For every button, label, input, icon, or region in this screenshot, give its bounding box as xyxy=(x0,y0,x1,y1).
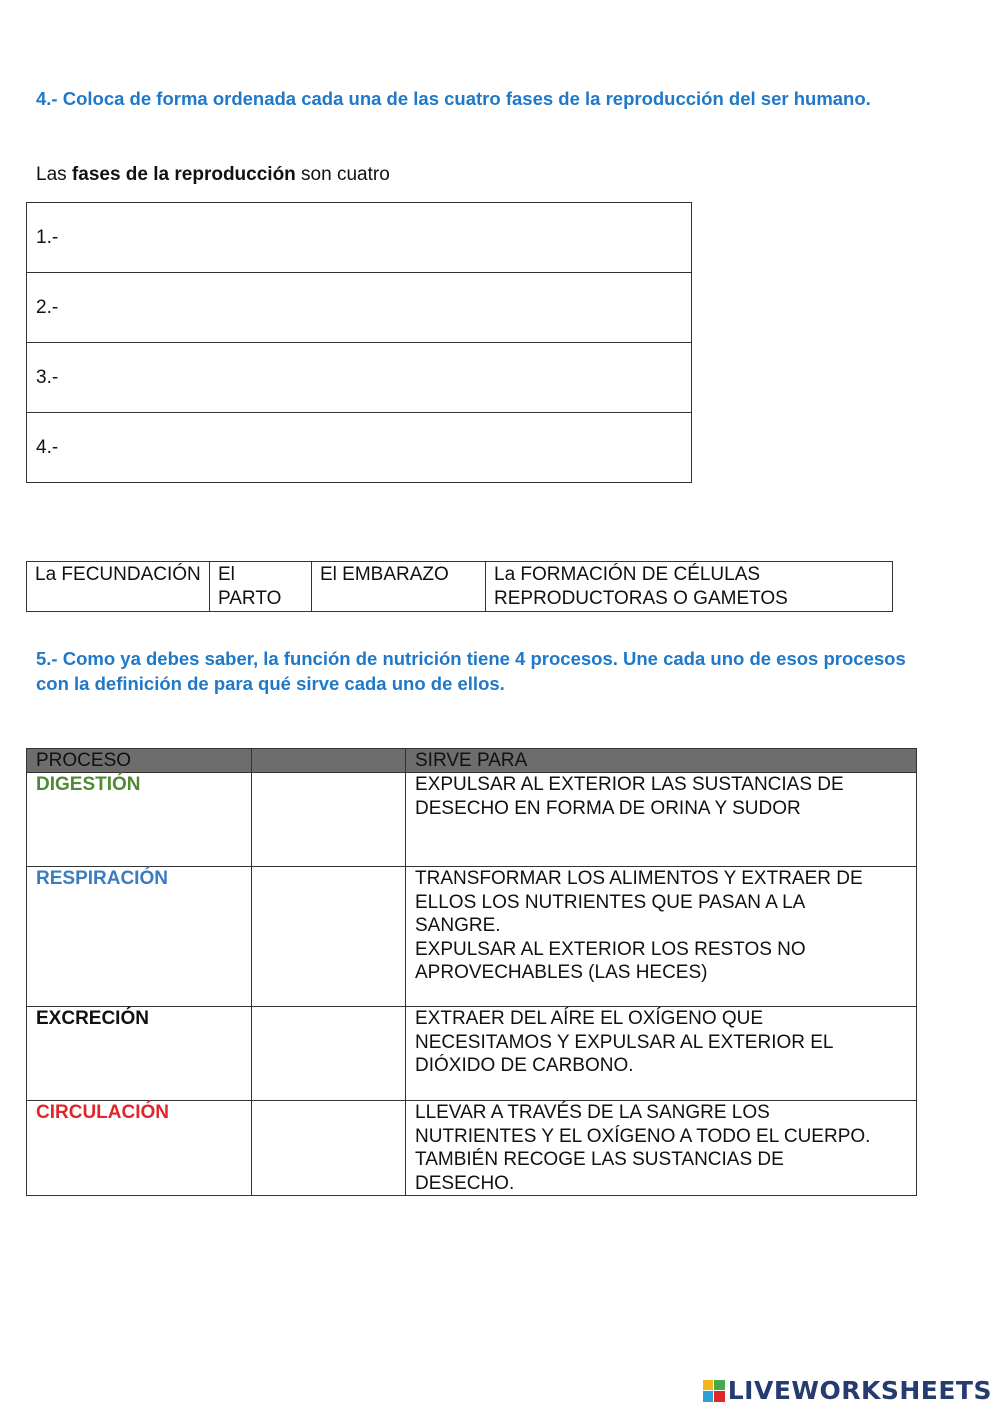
phase-slot-row xyxy=(27,203,692,273)
phase-slot-4[interactable]: 4.- xyxy=(27,413,692,483)
purpose-line: EXPULSAR AL EXTERIOR LAS SUSTANCIAS DE xyxy=(415,774,844,795)
table-row xyxy=(27,773,917,867)
intro-prefix: Las xyxy=(36,164,72,185)
intro-suffix: son cuatro xyxy=(295,164,390,185)
logo-text: LIVEWORKSHEETS xyxy=(727,1376,992,1405)
purpose-line: TRANSFORMAR LOS ALIMENTOS Y EXTRAER DE xyxy=(415,868,863,889)
purpose-cell[interactable] xyxy=(406,1101,917,1196)
phase-slot-3[interactable]: 3.- xyxy=(27,343,692,413)
purpose-line: DESECHO. xyxy=(415,1172,515,1194)
phase-slot-2[interactable]: 2.- xyxy=(27,273,692,343)
process-circulation: CIRCULACIÓN xyxy=(27,1101,252,1196)
purpose-line: TAMBIÉN RECOGE LAS SUSTANCIAS DE xyxy=(415,1149,784,1170)
phase-options-bank xyxy=(26,561,893,612)
purpose-line: NUTRIENTES Y EL OXÍGENO A TODO EL CUERPO. xyxy=(415,1125,871,1147)
header-process: PROCESO xyxy=(27,749,252,773)
process-matching-table xyxy=(26,748,917,1196)
match-slot-digestion[interactable] xyxy=(252,773,406,867)
purpose-line: DESECHO EN FORMA DE ORINA Y SUDOR xyxy=(415,797,801,819)
option-fecundacion[interactable]: La FECUNDACIÓN xyxy=(27,562,210,612)
match-slot-circulation[interactable] xyxy=(252,1101,406,1196)
table-row xyxy=(27,867,917,1007)
liveworksheets-logo xyxy=(703,1376,992,1405)
question-5-title: 5.- Como ya debes saber, la función de nutrición tiene 4 procesos. Une cada uno de esos procesos con la definición de para qué sirve cada uno de ellos. xyxy=(36,648,906,694)
table-row xyxy=(27,1101,917,1196)
logo-mark-icon xyxy=(703,1380,725,1402)
phase-slot-1[interactable]: 1.- xyxy=(27,203,692,273)
question-4-title: 4.- Coloca de forma ordenada cada una de las cuatro fases de la reproducción del ser humano. xyxy=(36,88,871,109)
header-purpose: SIRVE PARA xyxy=(406,749,917,773)
match-slot-excretion[interactable] xyxy=(252,1007,406,1101)
process-excretion: EXCRECIÓN xyxy=(27,1007,252,1101)
table-row xyxy=(27,1007,917,1101)
question-4-intro xyxy=(36,162,390,187)
purpose-line: EXPULSAR AL EXTERIOR LOS RESTOS NO xyxy=(415,938,806,960)
purpose-cell[interactable] xyxy=(406,867,917,1007)
process-respiration: RESPIRACIÓN xyxy=(27,867,252,1007)
phase-slot-row xyxy=(27,413,692,483)
purpose-line: SANGRE. xyxy=(415,915,501,936)
option-embarazo[interactable]: El EMBARAZO xyxy=(312,562,486,612)
intro-bold: fases de la reproducción xyxy=(71,164,296,185)
purpose-line: EXTRAER DEL AÍRE EL OXÍGENO QUE xyxy=(415,1008,764,1029)
purpose-line: LLEVAR A TRAVÉS DE LA SANGRE LOS xyxy=(415,1102,770,1123)
process-digestion: DIGESTIÓN xyxy=(27,773,252,867)
match-slot-respiration[interactable] xyxy=(252,867,406,1007)
phase-answer-table xyxy=(26,202,692,483)
option-formacion-gametos[interactable]: La FORMACIÓN DE CÉLULAS REPRODUCTORAS O GAMETOS xyxy=(486,562,893,612)
purpose-line: DIÓXIDO DE CARBONO. xyxy=(415,1055,634,1076)
phase-slot-row xyxy=(27,273,692,343)
purpose-cell[interactable] xyxy=(406,773,917,867)
option-parto[interactable]: El PARTO xyxy=(210,562,312,612)
purpose-line: NECESITAMOS Y EXPULSAR AL EXTERIOR EL xyxy=(415,1031,834,1053)
purpose-line: ELLOS LOS NUTRIENTES QUE PASAN A LA xyxy=(415,891,806,913)
purpose-cell[interactable] xyxy=(406,1007,917,1101)
header-middle xyxy=(252,749,406,773)
purpose-line: APROVECHABLES (LAS HECES) xyxy=(415,962,708,983)
phase-slot-row xyxy=(27,343,692,413)
